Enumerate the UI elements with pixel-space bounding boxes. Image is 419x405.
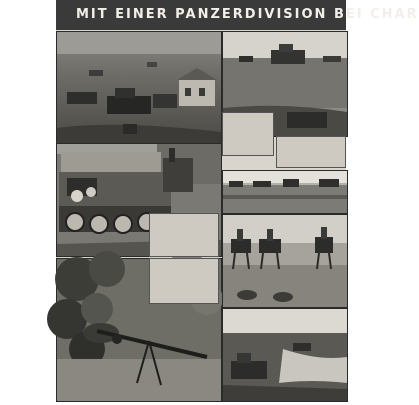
caption-text-4 — [280, 139, 342, 144]
caption-text-1 — [153, 216, 215, 221]
caption-block-1 — [149, 213, 219, 257]
photo-tanks-village — [56, 31, 222, 145]
caption-block-2 — [149, 258, 219, 304]
photo-river-crossing — [222, 308, 348, 402]
photo-vehicles-horizon-image — [223, 171, 347, 213]
caption-block-4 — [276, 136, 346, 168]
caption-block-3 — [222, 112, 274, 156]
magazine-page — [56, 0, 419, 400]
caption-text-2 — [153, 261, 215, 266]
title-bar — [56, 0, 419, 30]
page-title: MIT EINER PANZERDIVISION BEI CHAR — [76, 7, 419, 22]
photo-river-crossing-image — [223, 309, 347, 401]
photo-vehicles-horizon — [222, 170, 348, 214]
photo-tanks-village-image — [57, 32, 221, 144]
caption-text-3 — [226, 115, 270, 120]
photo-horsemen-image — [223, 215, 347, 307]
photo-horsemen — [222, 214, 348, 308]
